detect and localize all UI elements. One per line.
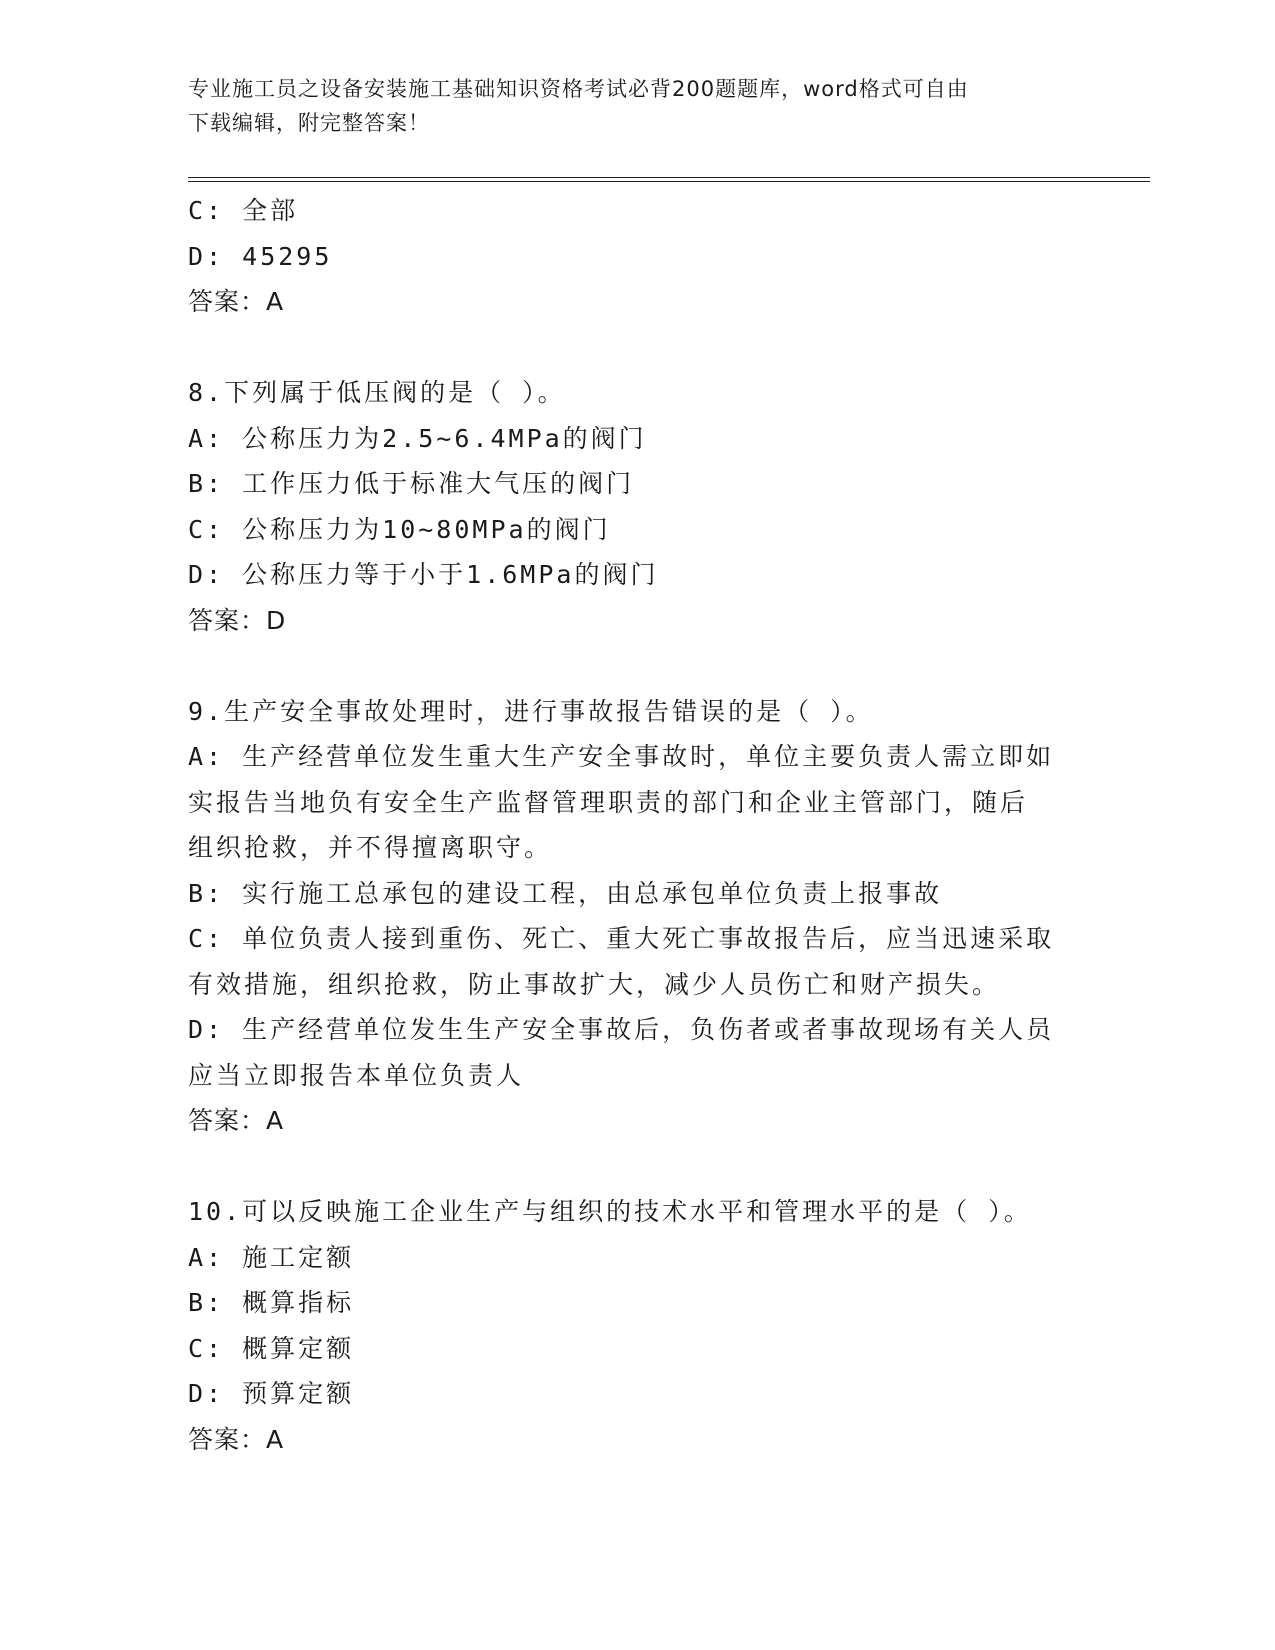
question-10 — [188, 1189, 1088, 1462]
option-a-line-2: 实报告当地负有安全生产监督管理职责的部门和企业主管部门，随后 — [188, 787, 1029, 817]
question-text: 10.可以反映施工企业生产与组织的技术水平和管理水平的是（ ）。 — [188, 1197, 1032, 1226]
document-header — [188, 72, 1068, 140]
option-c-line-2: 有效措施，组织抢救，防止事故扩大，减少人员伤亡和财产损失。 — [188, 969, 1001, 999]
option-a: A: 施工定额 — [188, 1242, 355, 1272]
header-divider — [188, 177, 1150, 182]
option-c: C: 公称压力为10~80MPa的阀门 — [188, 514, 611, 544]
answer-line: 答案：D — [188, 605, 287, 635]
option-d-line-2: 应当立即报告本单位负责人 — [188, 1060, 525, 1090]
spacer — [188, 1144, 1088, 1190]
option-c: C: 概算定额 — [188, 1333, 355, 1363]
spacer — [188, 643, 1088, 689]
question-9 — [188, 689, 1088, 1144]
header-line-2: 下载编辑，附完整答案！ — [188, 111, 430, 135]
question-text: 8.下列属于低压阀的是（ ）。 — [188, 378, 566, 407]
option-d: D: 预算定额 — [188, 1379, 355, 1408]
answer-line: 答案：A — [188, 1424, 285, 1454]
option-d: D: 45295 — [188, 241, 333, 271]
answer-line: 答案：A — [188, 287, 285, 316]
header-line-1: 专业施工员之设备安装施工基础知识资格考试必背200题题库，word格式可自由 — [188, 77, 969, 101]
option-d-line-1: D: 生产经营单位发生生产安全事故后，负伤者或者事故现场有关人员 — [188, 1015, 1055, 1044]
question-text: 9.生产安全事故处理时，进行事故报告错误的是（ ）。 — [188, 696, 874, 726]
option-b: B: 工作压力低于标准大气压的阀门 — [188, 469, 635, 498]
option-a-line-1: A: 生产经营单位发生重大生产安全事故时，单位主要负责人需立即如 — [188, 742, 1055, 771]
option-a-line-3: 组织抢救，并不得擅离职守。 — [188, 833, 553, 862]
document-body — [188, 188, 1088, 1462]
option-c-line-1: C: 单位负责人接到重伤、死亡、重大死亡事故报告后，应当迅速采取 — [188, 924, 1055, 953]
option-a: A: 公称压力为2.5~6.4MPa的阀门 — [188, 423, 647, 453]
answer-line: 答案：A — [188, 1106, 285, 1135]
option-b: B: 概算指标 — [188, 1288, 355, 1317]
spacer — [188, 325, 1088, 371]
option-d: D: 公称压力等于小于1.6MPa的阀门 — [188, 560, 659, 589]
question-8 — [188, 370, 1088, 643]
option-c: C: 全部 — [188, 196, 299, 225]
previous-question-tail — [188, 188, 1088, 325]
option-b: B: 实行施工总承包的建设工程，由总承包单位负责上报事故 — [188, 878, 943, 908]
